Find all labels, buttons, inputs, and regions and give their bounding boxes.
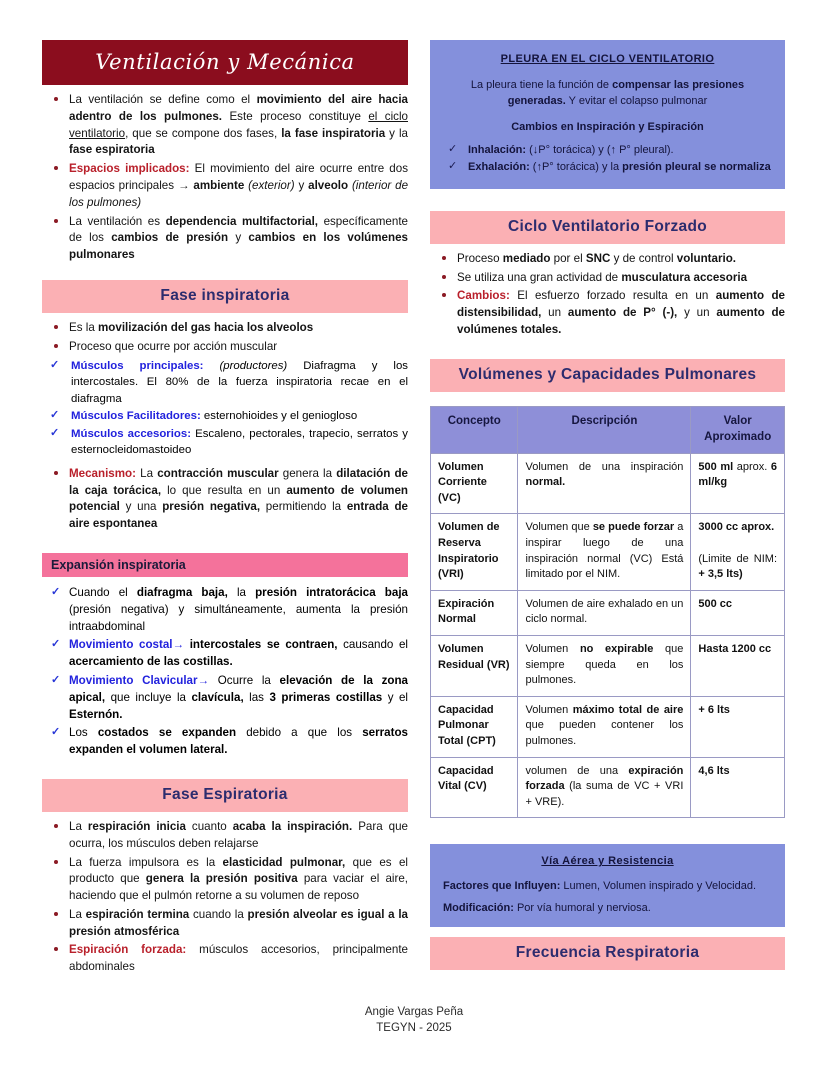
volumenes-table: [430, 406, 785, 819]
text-run: diafragma baja,: [136, 585, 228, 599]
text-run: Por vía humoral y nerviosa.: [513, 902, 651, 915]
bullet-dot-icon: [442, 256, 446, 260]
text-run: (exterior): [244, 178, 295, 192]
text-run: la: [227, 585, 256, 599]
table-row: [431, 590, 785, 635]
check-icon: ✓: [50, 409, 60, 422]
text-run: Se utiliza una gran actividad de: [457, 270, 622, 284]
text-run: Factores que Influyen:: [443, 879, 561, 892]
text-run: (↓P° torácica) y (↑ P° pleural).: [526, 144, 674, 156]
text-run: La: [136, 466, 158, 480]
list-item: [42, 214, 408, 264]
text-run: cambios en los volúmenes pulmonares: [69, 231, 408, 262]
text-run: que incluye la: [105, 690, 192, 704]
text-run: Volumen: [525, 703, 573, 716]
table-cell-descripcion: [518, 696, 691, 757]
table-cell-valor: [691, 757, 785, 818]
via-aerea-rows: [443, 879, 772, 917]
check-icon: ✓: [50, 426, 60, 439]
text-run: dependencia multifactorial,: [165, 214, 319, 228]
table-cell-concepto: Capacidad Pulmonar Total (CPT): [431, 696, 518, 757]
list-item: [42, 161, 408, 211]
text-run: La ventilación se define como el: [69, 93, 257, 106]
text-run: cuando la: [189, 907, 248, 921]
list-item: [42, 320, 408, 337]
text-run: Proceso: [457, 251, 503, 265]
table-cell-concepto: Expiración Normal: [431, 590, 518, 635]
bullet-dot-icon: [54, 947, 58, 951]
text-run: para vaciar el aire, haciendo que el pulmón retorne a su volumen de reposo: [69, 872, 409, 903]
text-run: Diafragma y los intercostales. El 80% de la fuerza inspiratoria recae en el diafragma: [71, 359, 408, 405]
text-run: la fase inspiratoria: [281, 126, 386, 140]
footer-course: TEGYN - 2025: [376, 1022, 452, 1035]
bullet-dot-icon: [54, 325, 58, 329]
text-run: Es la: [69, 320, 98, 334]
list-item: [42, 585, 408, 635]
text-run: contracción muscular: [157, 466, 279, 480]
section-banner-fase-inspiratoria: Fase inspiratoria: [42, 280, 408, 313]
table-header-valor: Valor Aproximado: [691, 406, 785, 453]
text-run: (presión negativa) y simultáneamente, aumenta la presión intraabdominal: [69, 602, 408, 633]
bullet-dot-icon: [442, 293, 446, 297]
table-row: [431, 636, 785, 697]
text-run: genera la presión positiva: [145, 872, 298, 886]
table-cell-concepto: Volumen Corriente (VC): [431, 453, 518, 514]
text-run: Ocurre la: [209, 673, 280, 687]
text-run: específicamente de los: [69, 214, 408, 245]
table-cell-valor: [691, 514, 785, 590]
text-run: Proceso que ocurre por acción muscular: [69, 339, 278, 353]
text-run: serratos expanden el volumen lateral.: [69, 726, 408, 757]
table-cell-concepto: Volumen Residual (VR): [431, 636, 518, 697]
text-run: cuanto: [185, 819, 233, 833]
text-run: por el: [550, 251, 586, 265]
info-row: [443, 879, 772, 894]
text-run: (interior de los pulmones): [69, 178, 409, 209]
text-run: La fuerza impulsora es la: [69, 855, 223, 869]
section-banner-volumenes: Volúmenes y Capacidades Pulmonares: [430, 359, 785, 392]
text-run: Esternón.: [69, 707, 123, 721]
text-run: a inspirar luego de una inspiración normal (VC) Está limitado por el NIM.: [525, 521, 684, 581]
list-item: [42, 408, 408, 425]
two-column-layout: [42, 40, 786, 978]
list-item: [42, 673, 408, 723]
text-run: presión pleural se normaliza: [622, 160, 771, 173]
text-run: y una: [119, 500, 163, 514]
text-run: Volumen que: [525, 521, 593, 534]
text-run: elevación de la zona apical,: [69, 673, 408, 704]
text-run: las: [243, 690, 270, 704]
text-run: Y evitar el colapso pulmonar: [565, 95, 708, 107]
table-cell-concepto: Capacidad Vital (CV): [431, 757, 518, 818]
pleura-box-items: [444, 143, 771, 176]
text-run: 3000 cc aprox.: [698, 521, 775, 534]
text-run: Los: [69, 726, 98, 740]
text-run: esternohioides y el geniogloso: [200, 410, 358, 423]
table-cell-descripcion: [518, 453, 691, 514]
text-run: Cuando el: [69, 585, 137, 599]
text-run: El esfuerzo forzado resulta en un: [509, 289, 716, 303]
fase-espiratoria-bullets: [42, 819, 408, 976]
table-row: [431, 514, 785, 590]
text-run: normal.: [525, 476, 566, 489]
table-cell-descripcion: [518, 757, 691, 818]
check-icon: ✓: [448, 143, 458, 155]
list-item: [430, 270, 785, 287]
text-run: presión alveolar es igual a la presión atmosférica: [69, 907, 409, 938]
text-run: Exhalación:: [468, 160, 530, 173]
text-run: Volumen: [525, 643, 580, 655]
text-run: movimiento del aire hacia adentro de los pulmones.: [69, 93, 408, 123]
text-run: que siempre queda en los pulmones.: [525, 643, 684, 687]
text-run: costados se expanden: [97, 726, 237, 740]
text-run: genera la: [278, 466, 337, 480]
text-run: 4,6 lts: [698, 764, 730, 777]
list-item: [42, 855, 408, 905]
bullet-dot-icon: [54, 471, 58, 475]
text-run: elasticidad pulmonar,: [222, 855, 346, 869]
pleura-info-box: [430, 40, 785, 189]
pleura-box-paragraph: [444, 77, 771, 110]
table-row: [431, 757, 785, 818]
list-item: [42, 819, 408, 853]
pleura-box-subtitle: Cambios en Inspiración y Espiración: [511, 120, 704, 133]
text-run: Movimiento Clavicular→: [69, 673, 210, 687]
text-run: mediado: [502, 251, 551, 265]
text-run: + 3,5 lts): [698, 568, 743, 581]
ciclo-forzado-bullets: [430, 251, 785, 339]
table-header-concepto: Concepto: [431, 406, 518, 453]
text-run: alveolo: [308, 178, 349, 192]
text-run: lo que resulta en un: [161, 483, 287, 497]
text-run: el ciclo ventilatorio: [69, 109, 408, 140]
text-run: aumento de volúmenes totales.: [457, 306, 785, 337]
check-icon: ✓: [51, 726, 61, 739]
text-run: presión intratorácica baja: [255, 585, 408, 599]
table-header-descripcion: Descripción: [518, 406, 691, 453]
text-run: Este proceso constituye: [222, 109, 369, 123]
text-run: aumento de P° (-),: [567, 306, 678, 320]
text-run: 500 cc: [698, 597, 733, 610]
page-footer: [0, 1004, 828, 1037]
list-item: [444, 143, 771, 159]
text-run: y un: [677, 306, 717, 320]
text-run: movilización del gas hacia los alveolos: [98, 320, 314, 334]
list-item: [42, 426, 408, 459]
text-run: Para que ocurra, los músculos deben relajarse: [69, 819, 408, 850]
text-run: Volumen de aire exhalado en un ciclo normal.: [525, 597, 684, 626]
table-cell-concepto: Volumen de Reserva Inspiratorio (VRI): [431, 514, 518, 590]
text-run: La ventilación es: [69, 214, 166, 228]
text-run: clavícula,: [191, 690, 244, 704]
text-run: y de control: [610, 251, 677, 265]
text-run: máximo total de aire: [572, 703, 684, 716]
table-cell-valor: [691, 696, 785, 757]
text-run: entrada de aire espontanea: [69, 500, 408, 531]
section-banner-expansion-inspiratoria: Expansión inspiratoria: [42, 553, 408, 577]
text-run: , que se compone dos fases,: [125, 126, 282, 140]
via-aerea-box-title: Vía Aérea y Resistencia: [541, 855, 674, 868]
check-icon: ✓: [51, 585, 61, 598]
text-run: La pleura tiene la función de: [470, 78, 613, 91]
list-item: [444, 160, 771, 176]
text-run: 500 ml: [698, 460, 734, 473]
text-run: 3 primeras costillas: [269, 690, 383, 704]
bullet-dot-icon: [54, 912, 58, 916]
text-run: Músculos accesorios:: [71, 427, 191, 440]
table-cell-valor: [691, 590, 785, 635]
text-run: y: [294, 178, 309, 192]
text-run: Músculos Facilitadores:: [71, 410, 201, 423]
list-item: [430, 251, 785, 268]
table-row: [431, 696, 785, 757]
fase-inspiratoria-bullets: [42, 320, 408, 356]
text-run: (↑P° torácica) y la: [529, 160, 623, 173]
text-run: aprox.: [733, 460, 771, 473]
text-run: Hasta 1200 cc: [698, 643, 772, 655]
text-run: y el: [382, 690, 409, 704]
text-run: espiración termina: [85, 907, 190, 921]
text-run: musculatura accesoria: [621, 270, 748, 284]
text-run: Movimiento costal→: [69, 638, 185, 652]
text-run: permitiendo la: [260, 500, 347, 514]
footer-author: Angie Vargas Peña: [364, 1005, 464, 1018]
text-run: y la: [385, 126, 408, 140]
list-item: [42, 942, 408, 976]
text-run: Espiración forzada:: [69, 943, 187, 957]
text-run: aumento de distensibilidad,: [457, 289, 786, 320]
check-icon: ✓: [50, 358, 60, 371]
section-banner-frecuencia-respiratoria: Frecuencia Respiratoria: [430, 937, 785, 970]
section-banner-fase-espiratoria: Fase Espiratoria: [42, 779, 408, 812]
text-run: que es el producto que: [69, 855, 408, 886]
text-run: Inhalación:: [468, 144, 527, 156]
bullet-dot-icon: [54, 824, 58, 828]
right-column: [430, 40, 785, 970]
info-row: [443, 901, 772, 916]
text-run: fase espiratoria: [69, 143, 155, 157]
table-row: [431, 453, 785, 514]
text-run: Volumen de una inspiración: [525, 460, 684, 473]
text-run: causando el: [337, 638, 408, 652]
text-run: El movimiento del aire ocurre entre dos espacios principales: [69, 162, 408, 192]
table-body: [431, 453, 785, 818]
list-item: [430, 288, 785, 338]
list-item: [42, 907, 408, 941]
text-run: Espacios implicados:: [69, 162, 190, 176]
bullet-dot-icon: [54, 344, 58, 348]
bullet-dot-icon: [54, 219, 58, 223]
fase-inspiratoria-mechanism: [42, 466, 408, 533]
text-run: cambios de presión: [111, 231, 229, 245]
text-run: músculos accesorios, principalmente abdominales: [69, 943, 408, 974]
bullet-dot-icon: [54, 166, 58, 170]
text-run: presión negativa,: [162, 500, 261, 514]
text-run: acaba la inspiración.: [232, 819, 353, 833]
text-run: se puede forzar: [592, 521, 675, 534]
text-run: compensar las presiones generadas.: [507, 78, 745, 107]
text-run: acercamiento de las costillas.: [69, 655, 233, 669]
text-run: (productores): [203, 359, 288, 372]
text-run: debido a que los: [236, 726, 363, 740]
expansion-inspiratoria-list: [42, 585, 408, 759]
list-item: [42, 358, 408, 408]
text-run: → ambiente: [177, 178, 245, 192]
text-run: (la suma de VC + VRI + VRE).: [525, 780, 684, 808]
intro-bullet-list: [42, 92, 408, 264]
text-run: que pueden contener los pulmones.: [525, 719, 684, 748]
text-run: SNC: [585, 251, 611, 265]
text-run: aumento de volumen potencial: [69, 483, 408, 514]
table-header-row: [431, 406, 785, 453]
bullet-dot-icon: [54, 97, 58, 101]
text-run: Lumen, Volumen inspirado y Velocidad.: [560, 879, 757, 892]
pleura-box-title: PLEURA EN EL CICLO VENTILATORIO: [500, 53, 715, 65]
text-run: Mecanismo:: [69, 466, 137, 480]
text-run: dilatación de la caja torácica,: [69, 466, 409, 497]
text-run: (Limite de NIM:: [698, 552, 777, 565]
text-run: volumen de una: [525, 764, 629, 777]
table-cell-valor: [691, 453, 785, 514]
table-cell-descripcion: [518, 636, 691, 697]
fase-inspiratoria-sub-bullets: [42, 358, 408, 459]
table-cell-valor: [691, 636, 785, 697]
list-item: [42, 339, 408, 356]
text-run: La: [69, 819, 88, 833]
table-cell-descripcion: [518, 590, 691, 635]
check-icon: ✓: [448, 159, 458, 172]
check-icon: ✓: [51, 673, 61, 686]
text-run: expiración forzada: [525, 764, 684, 793]
list-item: [42, 637, 408, 671]
text-run: La: [69, 907, 86, 921]
via-aerea-info-box: [430, 844, 785, 926]
list-item: [42, 725, 408, 759]
check-icon: ✓: [51, 638, 61, 651]
text-run: Músculos principales:: [71, 359, 204, 372]
page-title: Ventilación y Mecánica: [42, 40, 408, 85]
left-column: [42, 40, 408, 978]
text-run: no expirable: [579, 643, 654, 655]
bullet-dot-icon: [442, 275, 446, 279]
text-run: Escaleno, pectorales, trapecio, serratos y esternocleidomastoideo: [71, 427, 408, 457]
text-run: intercostales se contraen,: [184, 638, 338, 652]
list-item: [42, 466, 408, 533]
text-run: un: [541, 306, 568, 320]
text-run: Cambios:: [457, 289, 510, 303]
text-run: voluntario.: [676, 251, 737, 265]
text-run: + 6 lts: [698, 703, 730, 716]
text-run: 6 ml/kg: [698, 460, 777, 489]
text-run: respiración inicia: [87, 819, 186, 833]
bullet-dot-icon: [54, 860, 58, 864]
section-banner-ciclo-forzado: Ciclo Ventilatorio Forzado: [430, 211, 785, 244]
table-cell-descripcion: [518, 514, 691, 590]
text-run: Modificación:: [443, 902, 514, 915]
list-item: [42, 92, 408, 159]
text-run: y: [228, 231, 249, 245]
